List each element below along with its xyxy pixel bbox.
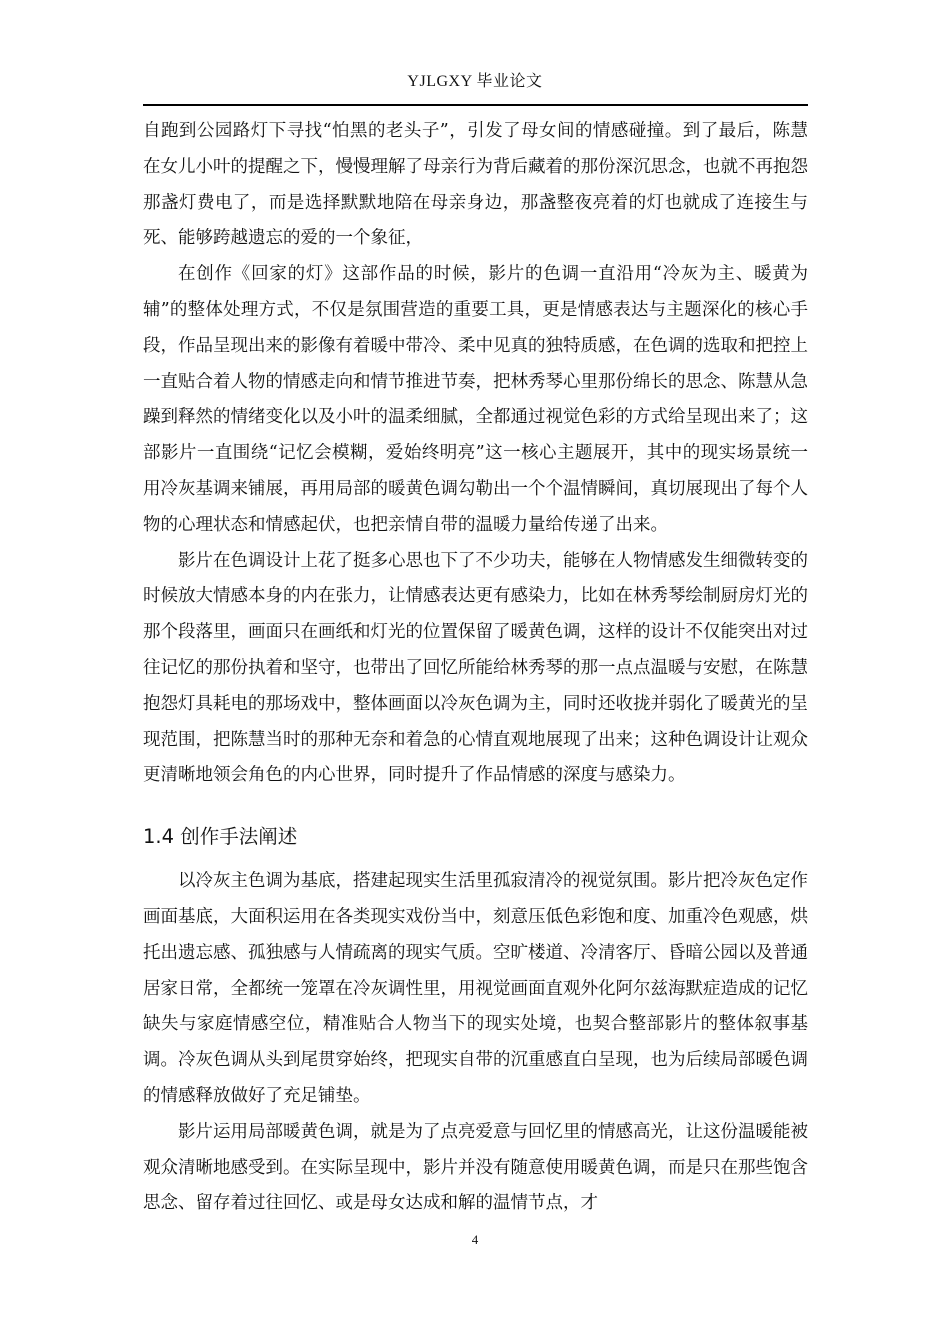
header-divider [143, 104, 808, 106]
page-number: 4 [471, 1232, 479, 1247]
document-body [143, 114, 808, 1222]
page-header: YJLGXY 毕业论文 [407, 73, 543, 90]
section-heading: 1.4 创作手法阐述 [143, 825, 298, 849]
paragraph-continuation: 自跑到公园路灯下寻找“怕黑的老头子”，引发了母女间的情感碰撞。到了最后，陈慧在女儿小叶的提醒之下，慢慢理解了母亲行为背后藏着的那份深沉思念，也就不再抱怨那盏灯费电了，而是选择默默地陪在母亲身边，那盏整夜亮着的灯也就成了连接生与死、能够跨越遗忘的爱的一个象征， [143, 121, 808, 249]
paragraph-warm-yellow-accent: 影片运用局部暖黄色调，就是为了点亮爱意与回忆里的情感高光，让这份温暖能被观众清晰地感受到。在实际呈现中，影片并没有随意使用暖黄色调，而是只在那些饱含思念、留存着过往回忆、或是母女达成和解的温情节点，才 [143, 1121, 808, 1214]
paragraph-color-design: 影片在色调设计上花了挺多心思也下了不少功夫，能够在人物情感发生细微转变的时候放大情感本身的内在张力，让情感表达更有感染力，比如在林秀琴绘制厨房灯光的那个段落里，画面只在画纸和灯光的位置保留了暖黄色调，这样的设计不仅能突出对过往记忆的那份执着和坚守，也带出了回忆所能给林秀琴的那一点点温暖与安慰，在陈慧抱怨灯具耗电的那场戏中，整体画面以冷灰色调为主，同时还收拢并弱化了暖黄光的呈现范围，把陈慧当时的那种无奈和着急的心情直观地展现了出来；这种色调设计让观众更清晰地领会角色的内心世界，同时提升了作品情感的深度与感染力。 [143, 550, 808, 786]
paragraph-cold-gray-base: 以冷灰主色调为基底，搭建起现实生活里孤寂清冷的视觉氛围。影片把冷灰色定作画面基底，大面积运用在各类现实戏份当中，刻意压低色彩饱和度、加重冷色观感，烘托出遗忘感、孤独感与人情疏离的现实气质。空旷楼道、冷清客厅、昏暗公园以及普通居家日常，全都统一笼罩在冷灰调性里，用视觉画面直观外化阿尔兹海默症造成的记忆缺失与家庭情感空位，精准贴合人物当下的现实处境，也契合整部影片的整体叙事基调。冷灰色调从头到尾贯穿始终，把现实自带的沉重感直白呈现，也为后续局部暖色调的情感释放做好了充足铺垫。 [143, 871, 808, 1106]
paragraph-color-approach: 在创作《回家的灯》这部作品的时候，影片的色调一直沿用“冷灰为主、暖黄为辅”的整体处理方式，不仅是氛围营造的重要工具，更是情感表达与主题深化的核心手段，作品呈现出来的影像有着暖中带冷、柔中见真的独特质感，在色调的选取和把控上一直贴合着人物的情感走向和情节推进节奏，把林秀琴心里那份绵长的思念、陈慧从急躁到释然的情绪变化以及小叶的温柔细腻，全都通过视觉色彩的方式给呈现出来了；这部影片一直围绕“记忆会模糊，爱始终明亮”这一核心主题展开，其中的现实场景统一用冷灰基调来铺展，再用局部的暖黄色调勾勒出一个个温情瞬间，真切展现出了每个人物的心理状态和情感起伏，也把亲情自带的温暖力量给传递了出来。 [143, 264, 808, 535]
